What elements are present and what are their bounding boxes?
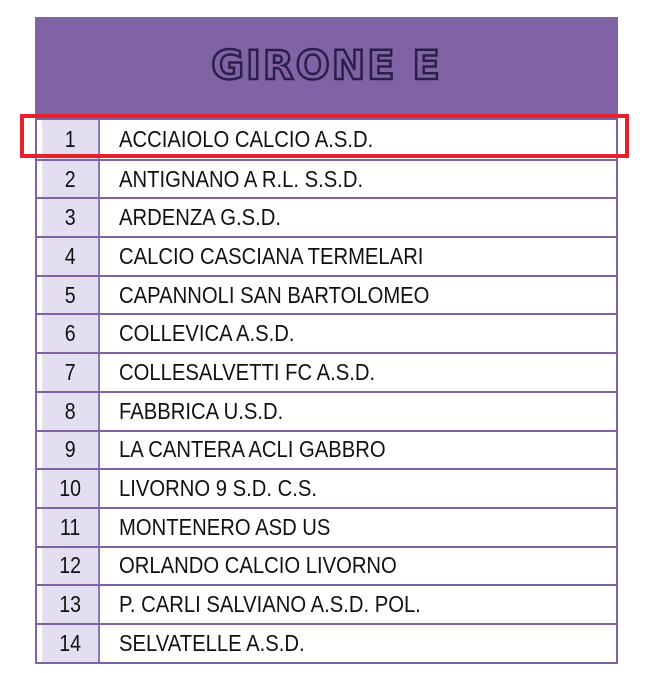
team-name: MONTENERO ASD US	[119, 513, 331, 540]
table-row	[37, 120, 616, 159]
team-name-cell	[105, 625, 616, 662]
row-number: 12	[42, 548, 100, 585]
table-row	[37, 546, 616, 585]
team-name-cell	[105, 393, 616, 430]
team-list	[37, 120, 616, 662]
team-name: COLLESALVETTI FC A.S.D.	[119, 358, 376, 385]
row-number: 4	[42, 238, 100, 275]
team-name-cell	[105, 509, 616, 546]
team-name: ANTIGNANO A R.L. S.S.D.	[119, 165, 364, 192]
table-row	[37, 623, 616, 662]
row-number: 1	[42, 120, 100, 159]
row-number: 7	[42, 354, 100, 391]
team-name: FABBRICA U.S.D.	[119, 397, 284, 424]
team-name: CAPANNOLI SAN BARTOLOMEO	[119, 281, 430, 308]
row-number: 13	[42, 586, 100, 623]
row-number: 9	[42, 432, 100, 469]
team-name: SELVATELLE A.S.D.	[119, 629, 305, 656]
table-row	[37, 236, 616, 275]
table-row	[37, 275, 616, 314]
row-number: 10	[42, 470, 100, 507]
team-name-cell	[105, 432, 616, 469]
table-row	[37, 391, 616, 430]
team-name-cell	[105, 470, 616, 507]
group-table	[35, 17, 618, 664]
row-number: 14	[42, 625, 100, 662]
team-name-cell	[105, 120, 616, 159]
table-row	[37, 507, 616, 546]
table-row	[37, 430, 616, 469]
team-name-cell	[105, 277, 616, 314]
team-name: ACCIAIOLO CALCIO A.S.D.	[119, 125, 374, 152]
team-name: P. CARLI SALVIANO A.S.D. POL.	[119, 591, 421, 618]
team-name-cell	[105, 199, 616, 236]
team-name: LIVORNO 9 S.D. C.S.	[119, 475, 317, 502]
team-name: ARDENZA G.S.D.	[119, 204, 281, 231]
table-row	[37, 197, 616, 236]
row-number: 5	[42, 277, 100, 314]
row-number: 3	[42, 199, 100, 236]
team-name: COLLEVICA A.S.D.	[119, 320, 295, 347]
table-row	[37, 313, 616, 352]
table-row	[37, 468, 616, 507]
team-name-cell	[105, 315, 616, 352]
table-row	[37, 584, 616, 623]
row-number: 8	[42, 393, 100, 430]
team-name-cell	[105, 354, 616, 391]
group-title: GIRONE E	[211, 42, 442, 89]
row-number: 11	[42, 509, 100, 546]
table-row	[37, 352, 616, 391]
row-number: 6	[42, 315, 100, 352]
team-name-cell	[105, 161, 616, 198]
team-name-cell	[105, 548, 616, 585]
team-name-cell	[105, 238, 616, 275]
row-number: 2	[42, 161, 100, 198]
team-name: LA CANTERA ACLI GABBRO	[119, 436, 386, 463]
team-name: ORLANDO CALCIO LIVORNO	[119, 552, 397, 579]
table-row	[37, 159, 616, 198]
team-name-cell	[105, 586, 616, 623]
table-header	[37, 19, 616, 120]
team-name: CALCIO CASCIANA TERMELARI	[119, 242, 424, 269]
